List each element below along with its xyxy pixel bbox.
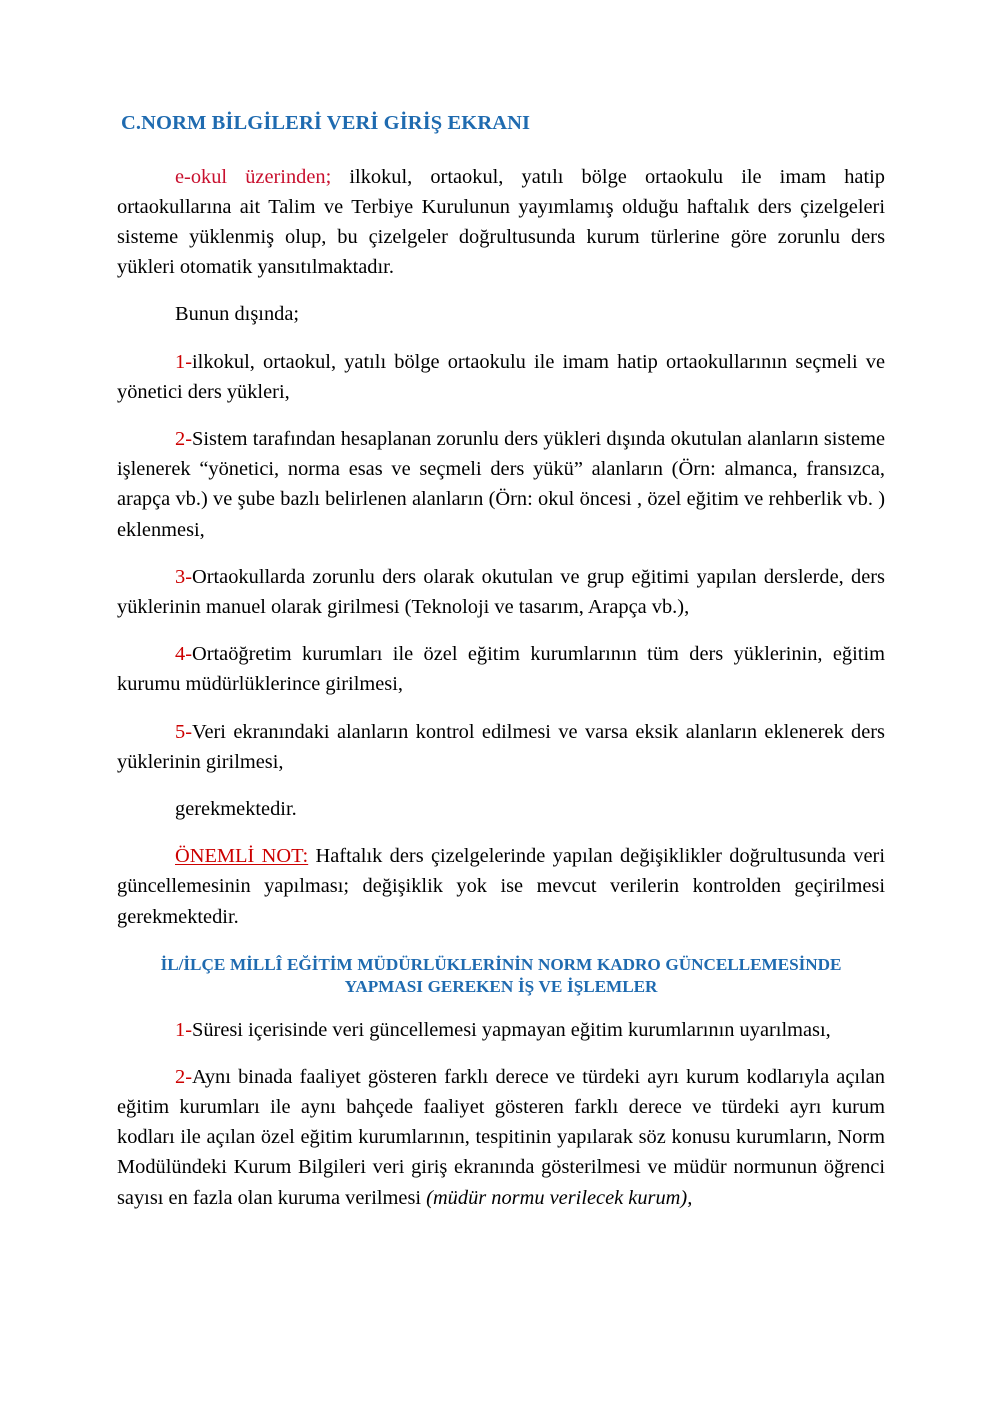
section2-list-item-1 — [117, 1015, 885, 1045]
section2-list-item-2-number: 2- — [175, 1065, 192, 1088]
list-item-4 — [117, 639, 885, 699]
list-item-1-text: ilkokul, ortaokul, yatılı bölge ortaokulu ile imam hatip ortaokullarının seçmeli ve yönetici ders yükleri, — [117, 350, 885, 403]
intro-rest: ilkokul, ortaokul, yatılı bölge ortaokulu ile imam hatip ortaokullarına ait Talim ve Terbiye Kurulunun yayımlamış olduğu haftalık ders çizelgeleri sisteme yüklenmiş olup, bu çizelgeler doğrultusunda kurum türlerine göre zorunlu ders yükleri otomatik yansıtılmaktadır. — [117, 165, 885, 279]
list-item-5-number: 5- — [175, 720, 192, 743]
section-title-line-2: YAPMASI GEREKEN İŞ VE İŞLEMLER — [344, 977, 658, 997]
list-item-2 — [117, 424, 885, 545]
section2-list-item-2 — [117, 1062, 885, 1213]
bunun-disinda-line — [117, 299, 885, 329]
bunun-disinda-text: Bunun dışında; — [175, 303, 300, 326]
section2-list-item-1-number: 1- — [175, 1018, 192, 1041]
important-note-label: ÖNEMLİ NOT: — [175, 845, 309, 868]
list-item-3 — [117, 562, 885, 622]
section2-list-item-2-text: Aynı binada faaliyet gösteren farklı derece ve türdeki ayrı kurum kodlarıyla açılan eğitim kurumları ile aynı bahçede faaliyet gösteren farklı derece ve türdeki ayrı kurum kodları ile açılan özel eğitim kurumlarının, tespitinin yapılarak söz konusu kurumların, Norm Modülündeki Kurum Bilgileri veri giriş ekranında gösterilmesi ve müdür normunun öğrenci sayısı en fazla olan kuruma verilmesi — [117, 1065, 885, 1209]
section2-list-item-1-text: Süresi içerisinde veri güncellemesi yapmayan eğitim kurumlarının uyarılması, — [192, 1018, 831, 1041]
section-title-line-1: İL/İLÇE MİLLÎ EĞİTİM MÜDÜRLÜKLERİNİN NORM KADRO GÜNCELLEMESİNDE — [160, 954, 842, 974]
important-note-paragraph — [117, 841, 885, 932]
list-item-2-number: 2- — [175, 427, 192, 450]
document-content — [117, 112, 885, 1230]
list-item-5-text: Veri ekranındaki alanların kontrol edilmesi ve varsa eksik alanların eklenerek ders yüklerinin girilmesi, — [117, 720, 885, 773]
list-item-1-number: 1- — [175, 350, 192, 373]
section2-list-item-2-italic-tail: (müdür normu verilecek kurum), — [426, 1186, 693, 1209]
intro-lead-red: e-okul üzerinden; — [175, 165, 332, 188]
intro-paragraph — [117, 162, 885, 283]
list-item-2-text: Sistem tarafından hesaplanan zorunlu ders yükleri dışında okutulan alanların sisteme işlenerek “yönetici, norma esas ve seçmeli ders yükü” alanların (Örn: almanca, fransızca, arapça vb.) ve şube bazlı belirlenen alanların (Örn: okul öncesi , özel eğitim ve rehberlik vb. ) eklenmesi, — [117, 427, 885, 541]
list-item-3-text: Ortaokullarda zorunlu ders olarak okutulan ve grup eğitimi yapılan derslerde, ders yüklerinin manuel olarak girilmesi (Teknoloji ve tasarım, Arapça vb.), — [117, 565, 885, 618]
important-note-text: Haftalık ders çizelgelerinde yapılan değişiklikler doğrultusunda veri güncellemesinin yapılması; değişiklik yok ise mevcut verilerin kontrolden geçirilmesi gerekmektedir. — [117, 845, 886, 928]
page-title: C.NORM BİLGİLERİ VERİ GİRİŞ EKRANI — [121, 112, 531, 134]
list-item-1 — [117, 347, 885, 407]
list-item-3-number: 3- — [175, 565, 192, 588]
list-item-4-number: 4- — [175, 643, 192, 666]
list-item-4-text: Ortaöğretim kurumları ile özel eğitim kurumlarının tüm ders yüklerinin, eğitim kurumu müdürlüklerince girilmesi, — [117, 643, 885, 696]
gerekmektedir-text: gerekmektedir. — [175, 798, 297, 821]
gerekmektedir-line — [117, 794, 885, 824]
section-title — [117, 954, 885, 999]
list-item-5 — [117, 717, 885, 777]
